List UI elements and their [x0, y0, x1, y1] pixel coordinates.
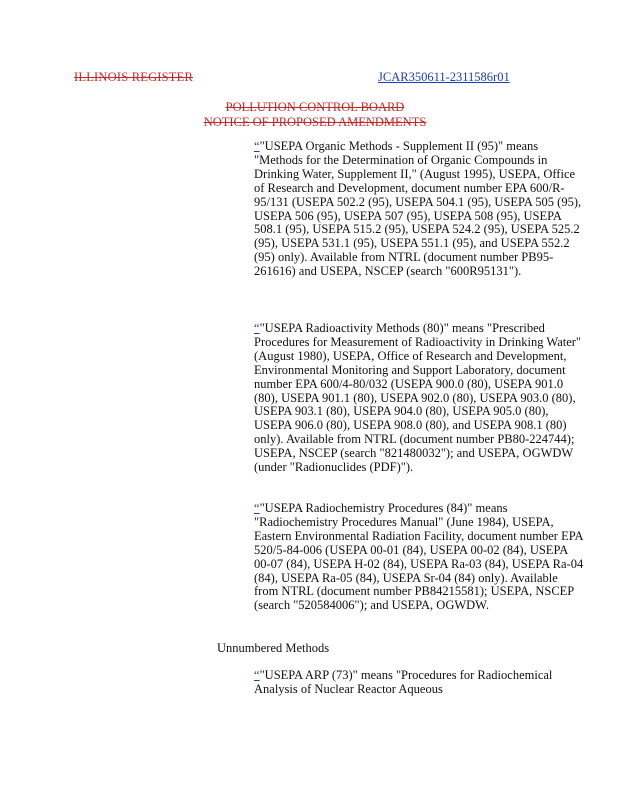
definition-paragraph: [254, 502, 584, 613]
subheading-unnumbered-methods: Unnumbered Methods: [217, 641, 330, 655]
definition-entry-radiochemistry-procedures: [254, 502, 584, 613]
definition-text: "Prescribed Procedures for Measurement of Radioactivity in Drinking Water" (August 1980), USEPA, Office of Research and Development, Environmental Monitoring and Support Laboratory, document number EPA 600/4-80/032 (USEPA 900.0 (80), USEPA 901.0 (80), USEPA 901.1 (80), USEPA 902.0 (80), USEPA 903.0 (80), USEPA 903.1 (80), USEPA 904.0 (80), USEPA 905.0 (80), USEPA 906.0 (80), USEPA 908.0 (80), and USEPA 908.1 (80) only). Available from NTRL (document number PB80-224744); USEPA, NSCEP (search "821480032"); and USEPA, OGWDW (under "Radionuclides (PDF)").: [254, 321, 582, 475]
defined-term: "USEPA Radiochemistry Procedures (84)": [259, 501, 473, 515]
title-notice: NOTICE OF PROPOSED AMENDMENTS: [203, 115, 427, 129]
definition-paragraph: [254, 140, 584, 279]
definition-entry-arp: [254, 669, 584, 697]
defined-term: "USEPA ARP (73)": [259, 668, 358, 682]
header-right-jcar-number: JCAR350611-2311586r01: [378, 70, 510, 84]
definition-text: "Procedures for Radiochemical Analysis of Nuclear Reactor Aqueous: [254, 668, 553, 696]
definition-text: "Radiochemistry Procedures Manual" (June 1984), USEPA, Eastern Environmental Radiation Facility, document number EPA 520/5-84-006 (USEPA 00-01 (84), USEPA 00-02 (84), USEPA 00-07 (84), USEPA H-02 (84), USEPA Ra-03 (84), USEPA Ra-04 (84), USEPA Ra-05 (84), USEPA Sr-04 (84) only). Available from NTRL (document number PB84215581); USEPA, NSCEP (search "520584006"); and USEPA, OGWDW.: [254, 514, 584, 613]
definition-text: "Methods for the Determination of Organic Compounds in Drinking Water, Supplement II," (August 1995), USEPA, Office of Research and Development, document number EPA 600/R-95/131 (USEPA 502.2 (95), USEPA 504.1 (95), USEPA 505 (95), USEPA 506 (95), USEPA 507 (95), USEPA 508 (95), USEPA 508.1 (95), USEPA 515.2 (95), USEPA 524.2 (95), USEPA 525.2 (95), USEPA 531.1 (95), USEPA 551.1 (95), and USEPA 552.2 (95) only). Available from NTRL (document number PB95-261616) and USEPA, NSCEP (search "600R95131").: [254, 152, 582, 279]
means-text: means: [448, 321, 488, 335]
means-text: means: [357, 668, 396, 682]
defined-term: "USEPA Radioactivity Methods (80)": [259, 321, 449, 335]
open-quote-mark: “: [254, 321, 260, 335]
defined-term: "USEPA Organic Methods - Supplement II (95)": [259, 139, 504, 153]
definition-paragraph: [254, 322, 584, 475]
means-text: means: [503, 139, 539, 153]
open-quote-mark: “: [254, 139, 260, 153]
definition-entry-radioactivity-methods: [254, 322, 584, 475]
definition-entry-organic-methods: [254, 140, 584, 279]
title-agency: POLLUTION CONTROL BOARD: [225, 100, 405, 114]
means-text: means: [472, 501, 508, 515]
header-left-illinois-register: ILLINOIS REGISTER: [74, 70, 194, 84]
open-quote-mark: “: [254, 668, 260, 682]
open-quote-mark: “: [254, 501, 260, 515]
definition-paragraph: [254, 669, 584, 697]
